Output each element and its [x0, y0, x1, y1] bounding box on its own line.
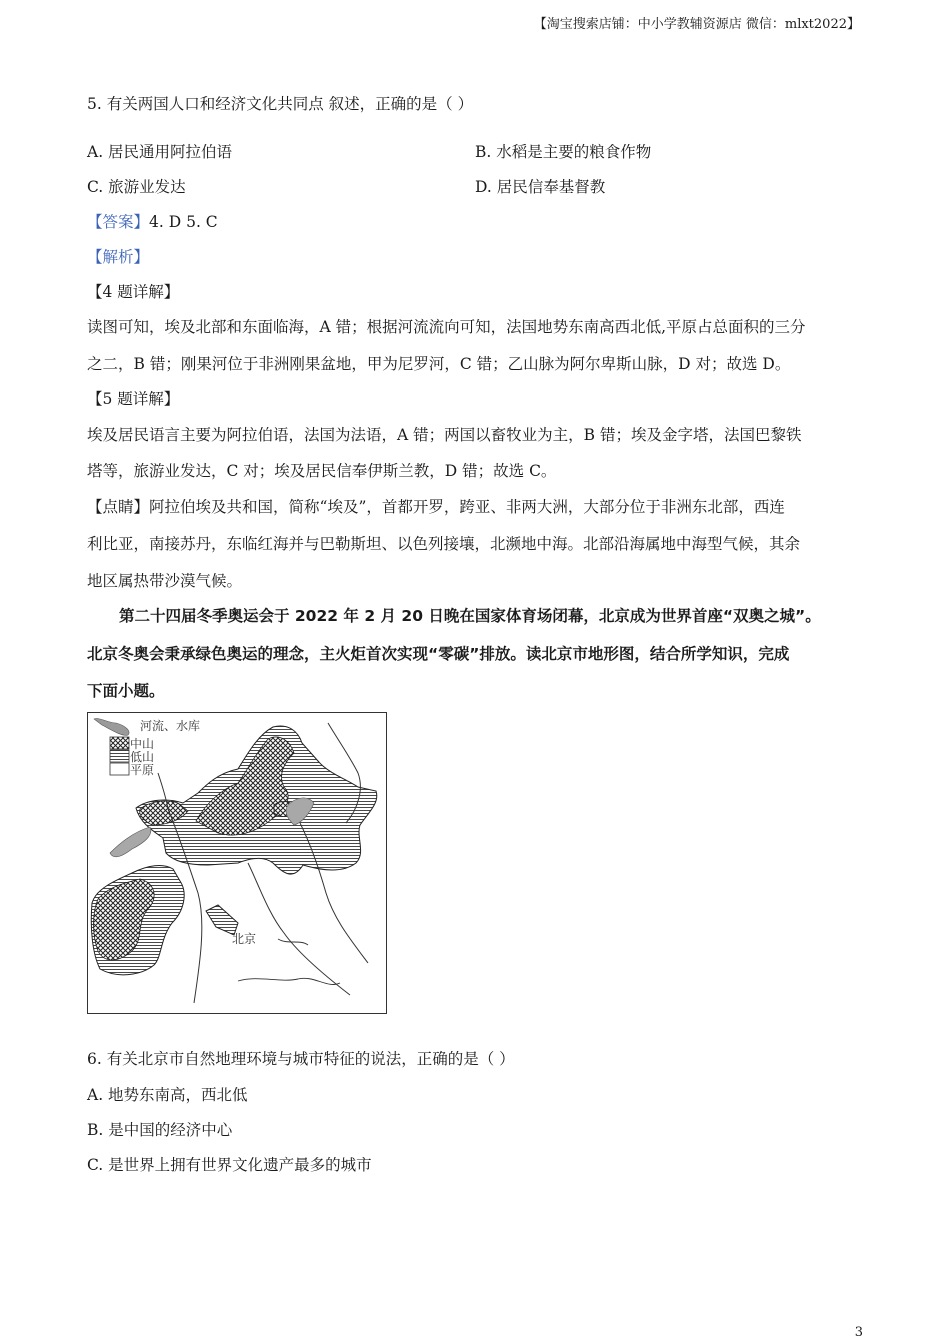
answer-text: 4. D 5. C	[149, 213, 218, 231]
legend-river-label: 河流、水库	[140, 719, 201, 733]
city-label-beijing: 北京	[232, 932, 257, 946]
legend-plain-swatch	[110, 763, 129, 775]
q5-detail-line1: 埃及居民语言主要为阿拉伯语，法国为法语，A 错；两国以畜牧业为主，B 错；埃及金字塔，法国巴黎铁	[87, 426, 802, 444]
q6-option-c: C. 是世界上拥有世界文化遗产最多的城市	[87, 1156, 372, 1174]
beijing-terrain-map	[87, 712, 387, 1014]
q5-stem: 5. 有关两国人口和经济文化共同点 叙述，正确的是（ ）	[87, 95, 474, 113]
tip-line2: 利比亚，南接苏丹，东临红海并与巴勒斯坦、以色列接壤，北濒地中海。北部沿海属地中海型气候，其余	[87, 535, 801, 553]
legend-mid-label: 中山	[130, 737, 155, 751]
q5-detail-line2: 塔等，旅游业发达，C 对；埃及居民信奉伊斯兰教，D 错；故选 C。	[87, 462, 557, 480]
q5-option-b: B. 水稻是主要的粮食作物	[475, 143, 652, 161]
tip-text1: 阿拉伯埃及共和国，简称“埃及”，首都开罗，跨亚、非两大洲，大部分位于非洲东北部，西连	[149, 498, 785, 516]
q5-detail-title: 【5 题详解】	[87, 390, 180, 408]
intro-line3: 下面小题。	[87, 682, 165, 700]
q5-option-c: C. 旅游业发达	[87, 178, 186, 196]
q5-option-d: D. 居民信奉基督教	[475, 178, 606, 196]
legend-mid-swatch	[110, 737, 129, 749]
intro-line1: 第二十四届冬季奥运会于 2022 年 2 月 20 日晚在国家体育场闭幕，北京成为世界首座“双奥之城”。	[119, 607, 821, 625]
answer-line	[87, 211, 218, 233]
intro-line2: 北京冬奥会秉承绿色奥运的理念，主火炬首次实现“零碳”排放。读北京市地形图，结合所学知识，完成	[87, 645, 790, 663]
answer-label: 【答案】	[87, 213, 150, 231]
legend-low-swatch	[110, 750, 129, 762]
low-mountain-patch	[206, 905, 238, 935]
map-svg	[88, 713, 386, 1013]
q4-detail-title: 【4 题详解】	[87, 283, 180, 301]
analysis-label: 【解析】	[87, 248, 150, 266]
page-header: 【淘宝搜索店铺：中小学教辅资源店 微信：mlxt2022】	[533, 17, 860, 32]
q6-stem: 6. 有关北京市自然地理环境与城市特征的说法，正确的是（ ）	[87, 1050, 515, 1068]
page-number: 3	[854, 1325, 863, 1340]
q6-option-a: A. 地势东南高，西北低	[87, 1086, 248, 1104]
tip-line1	[87, 496, 785, 518]
river-chaobai	[248, 863, 350, 995]
reservoir-guanting	[110, 827, 151, 857]
q4-detail-line1: 读图可知，埃及北部和东面临海，A 错；根据河流流向可知，法国地势东南高西北低,平原占总面积的三分	[87, 318, 806, 336]
q5-option-a: A. 居民通用阿拉伯语	[87, 143, 233, 161]
boundary-south	[238, 978, 340, 984]
q6-option-b: B. 是中国的经济中心	[87, 1121, 233, 1139]
tip-line3: 地区属热带沙漠气候。	[87, 572, 243, 590]
legend-low-label: 低山	[130, 750, 155, 764]
q4-detail-line2: 之二，B 错；刚果河位于非洲刚果盆地，甲为尼罗河，C 错；乙山脉为阿尔卑斯山脉，D 对；故选 D。	[87, 355, 791, 373]
legend-plain-label: 平原	[130, 763, 155, 777]
tip-label: 【点睛】	[87, 498, 150, 516]
legend-river-symbol	[94, 719, 129, 736]
